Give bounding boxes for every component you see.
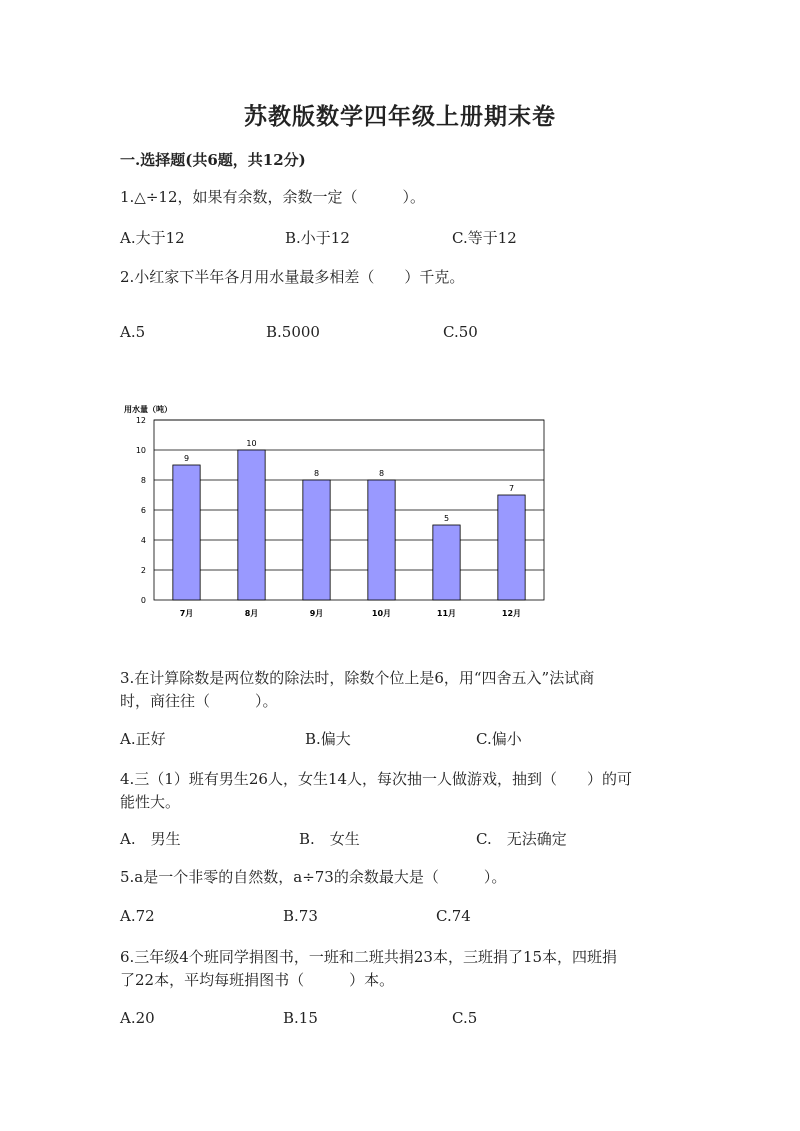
- bar-value-label: 10: [246, 439, 257, 448]
- question-2-option-a: A.5: [120, 323, 146, 341]
- x-tick-label: 9月: [309, 609, 324, 618]
- question-3-option-b: B.偏大: [305, 730, 351, 748]
- question-1-option-b: B.小于12: [285, 229, 350, 247]
- question-2-option-c: C.50: [443, 323, 478, 341]
- question-3-stem-line-2: 时，商往往（ ）。: [120, 692, 278, 710]
- y-tick-label: 12: [135, 416, 146, 425]
- bar: [238, 450, 265, 600]
- question-2-option-b: B.5000: [266, 323, 320, 341]
- section-heading: 一.选择题(共6题，共12分): [120, 151, 306, 169]
- bar-value-label: 8: [378, 469, 385, 478]
- question-1-stem: 1.△÷12，如果有余数，余数一定（ ）。: [120, 188, 426, 206]
- question-3-option-c: C.偏小: [476, 730, 522, 748]
- question-5-option-a: A.72: [120, 907, 155, 925]
- question-6-stem-line-1: 6.三年级4个班同学捐图书，一班和二班共捐23本，三班捐了15本，四班捐: [120, 948, 618, 966]
- bar: [303, 480, 330, 600]
- question-2-stem: 2.小红家下半年各月用水量最多相差（ ）千克。: [120, 268, 465, 286]
- x-tick-label: 8月: [244, 609, 259, 618]
- y-tick-label: 6: [140, 506, 146, 515]
- question-3-stem-line-1: 3.在计算除数是两位数的除法时，除数个位上是6，用“四舍五入”法试商: [120, 669, 595, 687]
- x-tick-label: 10月: [371, 609, 392, 618]
- question-4-option-a: A. 男生: [120, 830, 181, 848]
- bar: [498, 495, 525, 600]
- x-tick-label: 11月: [436, 609, 457, 618]
- page-title: 苏教版数学四年级上册期末卷: [244, 103, 556, 130]
- question-1-option-c: C.等于12: [452, 229, 517, 247]
- question-6-stem-line-2: 了22本，平均每班捐图书（ ）本。: [120, 971, 395, 989]
- question-5-option-c: C.74: [436, 907, 471, 925]
- chart-ylabel: 用水量（吨）: [124, 405, 172, 414]
- y-tick-label: 10: [135, 446, 146, 455]
- question-4-option-c: C. 无法确定: [476, 830, 567, 848]
- y-tick-label: 0: [140, 596, 146, 605]
- bar-value-label: 9: [183, 454, 190, 463]
- question-1-option-a: A.大于12: [120, 229, 185, 247]
- bar: [173, 465, 200, 600]
- y-tick-label: 4: [140, 536, 146, 545]
- bar: [433, 525, 460, 600]
- question-6-option-a: A.20: [120, 1009, 155, 1027]
- bar-value-label: 5: [443, 514, 450, 523]
- bar: [368, 480, 395, 600]
- question-5-option-b: B.73: [283, 907, 318, 925]
- question-5-stem: 5.a是一个非零的自然数，a÷73的余数最大是（ ）。: [120, 868, 507, 886]
- question-3-option-a: A.正好: [120, 730, 166, 748]
- bar-value-label: 8: [313, 469, 320, 478]
- y-tick-label: 2: [140, 566, 146, 575]
- x-tick-label: 12月: [501, 609, 522, 618]
- y-tick-label: 8: [140, 476, 146, 485]
- question-4-stem-line-2: 能性大。: [120, 793, 181, 811]
- question-4-stem-line-1: 4.三（1）班有男生26人，女生14人，每次抽一人做游戏，抽到（ ）的可: [120, 770, 633, 788]
- question-6-option-c: C.5: [452, 1009, 478, 1027]
- bar-value-label: 7: [508, 484, 515, 493]
- water-usage-bar-chart: [118, 400, 558, 625]
- question-6-option-b: B.15: [283, 1009, 318, 1027]
- question-4-option-b: B. 女生: [299, 830, 360, 848]
- x-tick-label: 7月: [179, 609, 194, 618]
